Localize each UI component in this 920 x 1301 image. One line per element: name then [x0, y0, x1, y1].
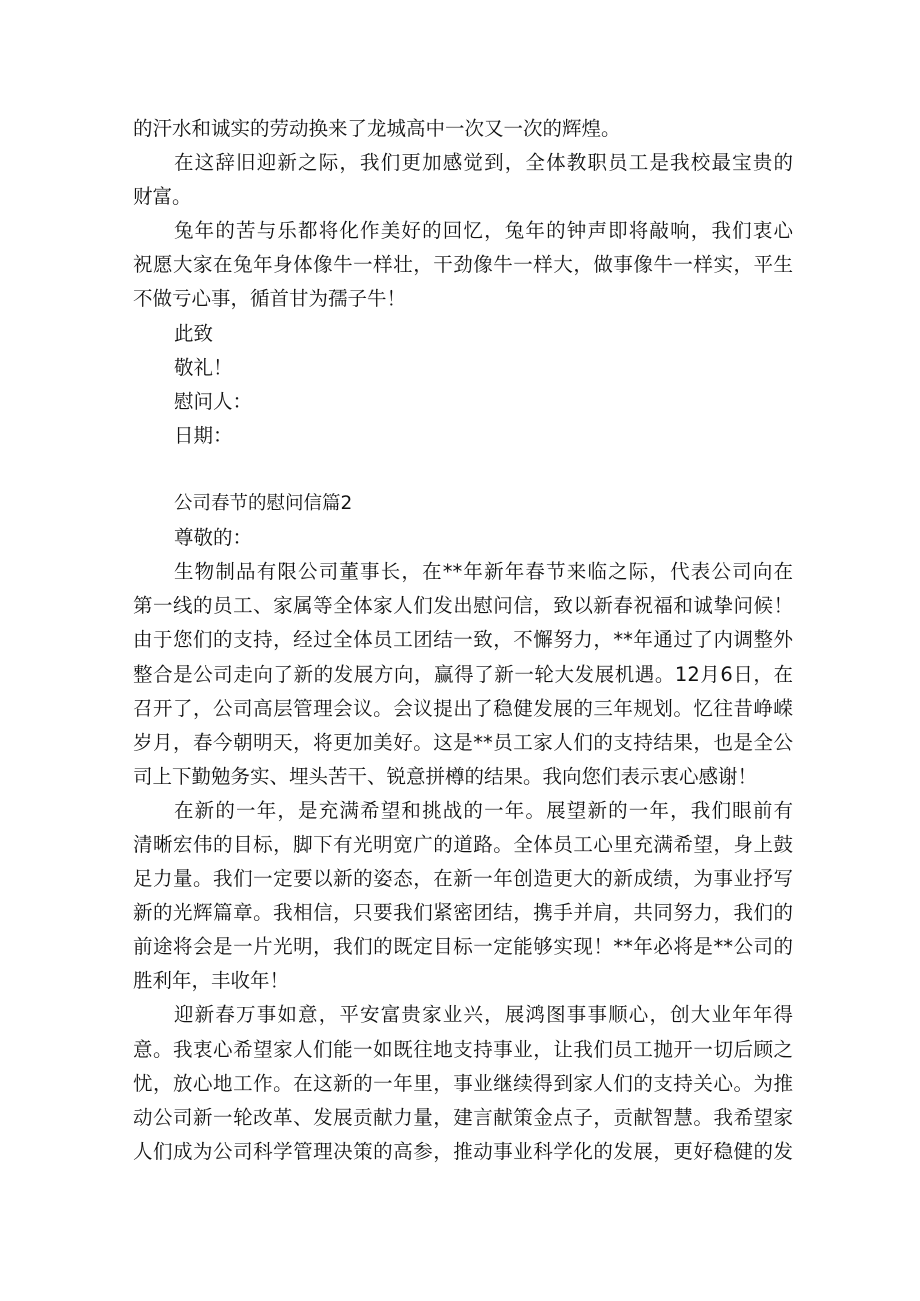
text-line: 胜利年，丰收年！	[133, 969, 290, 993]
text-line: 敬礼！	[174, 355, 233, 379]
text-line: 第一线的员工、家属等全体家人们发出慰问信，致以新春祝福和诚挚问候！	[133, 594, 793, 618]
text-line: 清晰宏伟的目标，脚下有光明宽广的道路。全体员工心里充满希望，身上鼓	[133, 832, 793, 856]
document-page	[133, 112, 793, 1169]
text-line: 前途将会是一片光明，我们的既定目标一定能够实现！**年必将是**公司的	[133, 935, 793, 959]
text-line: 由于您们的支持，经过全体员工团结一致，不懈努力，**年通过了内调整外	[133, 628, 793, 652]
text-line: 忧，放心地工作。在这新的一年里，事业继续得到家人们的支持关心。为推	[133, 1071, 793, 1095]
text-line: 岁月，春今朝明天，将更加美好。这是**员工家人们的支持结果，也是全公	[133, 730, 793, 754]
text-line: 新的光辉篇章。我相信，只要我们紧密团结，携手并肩，共同努力，我们的	[133, 901, 793, 925]
text-line: 在新的一年，是充满希望和挑战的一年。展望新的一年，我们眼前有	[174, 798, 793, 822]
text-line: 此致	[174, 321, 214, 345]
text-line: 迎新春万事如意，平安富贵家业兴，展鸿图事事顺心，创大业年年得	[174, 1003, 793, 1027]
text-line: 在这辞旧迎新之际，我们更加感觉到，全体教职员工是我校最宝贵的	[174, 151, 793, 175]
text-line: 意。我衷心希望家人们能一如既往地支持事业，让我们员工抛开一切后顾之	[133, 1037, 793, 1061]
text-line: 兔年的苦与乐都将化作美好的回忆，兔年的钟声即将敲响，我们衷心	[174, 219, 793, 243]
text-line: 的汗水和诚实的劳动换来了龙城高中一次又一次的辉煌。	[133, 117, 621, 140]
section-heading: 公司春节的慰问信篇2	[174, 493, 353, 515]
text-line: 召开了，公司高层管理会议。会议提出了稳健发展的三年规划。忆往昔峥嵘	[133, 696, 793, 720]
text-line: 司上下勤勉务实、埋头苦干、锐意拼樽的结果。我向您们表示衷心感谢！	[133, 764, 758, 788]
text-line: 整合是公司走向了新的发展方向，赢得了新一轮大发展机遇。12月6日，在	[133, 662, 793, 686]
text-line: 祝愿大家在兔年身体像牛一样壮，干劲像牛一样大，做事像牛一样实，平生	[133, 253, 793, 277]
text-line: 财富。	[133, 185, 192, 209]
text-line: 人们成为公司科学管理决策的高参，推动事业科学化的发展，更好稳健的发	[133, 1139, 793, 1163]
text-line: 日期：	[174, 423, 233, 447]
text-line: 不做亏心事，循首甘为孺子牛！	[133, 287, 407, 311]
blank-line	[133, 453, 793, 487]
text-line: 慰问人：	[174, 389, 253, 413]
text-line: 尊敬的：	[174, 526, 253, 550]
text-line: 足力量。我们一定要以新的姿态，在新一年创造更大的新成绩，为事业抒写	[133, 867, 793, 891]
text-line: 动公司新一轮改革、发展贡献力量，建言献策金点子，贡献智慧。我希望家	[133, 1105, 793, 1129]
text-line: 生物制品有限公司董事长，在**年新年春节来临之际，代表公司向在	[174, 560, 793, 584]
